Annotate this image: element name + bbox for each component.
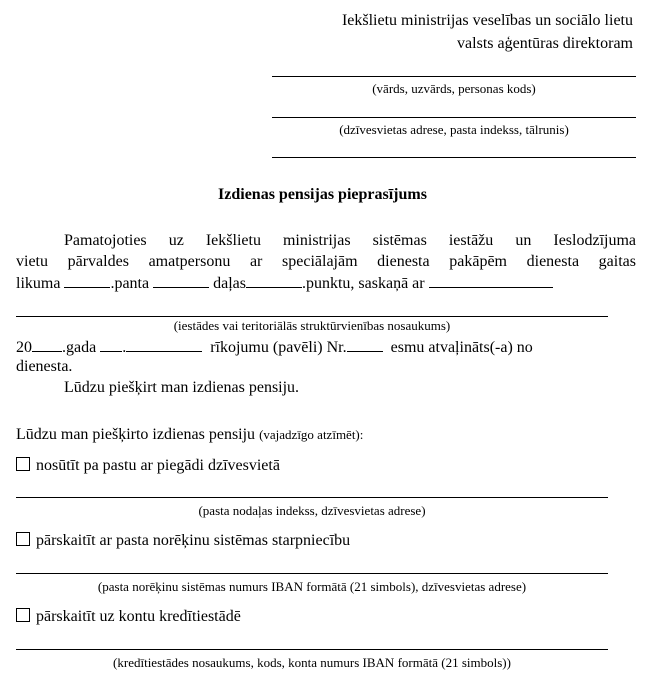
postal-account-caption: (pasta norēķinu sistēmas numurs IBAN formātā (21 simbols), dzīvesvietas adrese) [97,579,527,594]
address-caption: (dzīvesvietas adrese, pasta indekss, tālrunis) [339,122,569,137]
part-blank[interactable] [153,273,209,288]
bank-caption: (kredītiestādes nosaukums, kods, konta numurs IBAN formātā (21 simbols)) [113,655,511,670]
checkbox-postal-transfer[interactable] [16,532,30,546]
text-rikojumu: rīkojumu (pavēli) Nr. [210,339,347,356]
choice-intro-note: (vajadzīgo atzīmēt): [259,427,364,442]
day-blank[interactable] [100,337,122,352]
paragraph-line-6: dienesta. [16,358,73,375]
text-20: 20 [16,339,32,356]
option-post-delivery[interactable] [16,456,280,476]
text-likuma: likuma [16,275,61,292]
name-caption: (vārds, uzvārds, personas kods) [372,81,536,96]
month-blank[interactable] [126,337,202,352]
text-atvalinats: esmu atvaļināts(-a) no [390,339,533,356]
text-punktu: .punktu, saskaņā ar [301,275,425,292]
option-post-delivery-label: nosūtīt pa pastu ar piegādi dzīvesvietā [36,457,280,474]
institution-caption: (iestādes vai teritoriālās struktūrvienības nosaukums) [173,318,451,333]
checkbox-post-delivery[interactable] [16,457,30,471]
text-dot: . [122,339,127,356]
year-blank[interactable] [32,337,62,352]
option-postal-transfer[interactable] [16,531,350,551]
article-blank[interactable] [64,273,110,288]
post-office-line[interactable] [16,497,608,498]
option-postal-transfer-label: pārskaitīt ar pasta norēķinu sistēmas starpniecību [36,532,351,549]
checkbox-bank-transfer[interactable] [16,608,30,622]
addressee-line-2: valsts aģentūras direktoram [457,35,633,52]
choice-intro [16,425,363,445]
paragraph-line-1: Pamatojoties uz Iekšlietu ministrijas sistēmas iestāžu un Ieslodzījuma [64,232,636,249]
address-line[interactable] [272,117,636,118]
document-title: Izdienas pensijas pieprasījums [218,186,427,203]
name-line[interactable] [272,76,636,77]
option-bank-transfer[interactable] [16,607,241,627]
institution-line[interactable] [16,316,608,317]
paragraph-line-3 [16,273,553,294]
point-blank[interactable] [246,273,302,288]
paragraph-line-5 [16,337,636,358]
text-panta: .panta [110,275,150,292]
choice-intro-text: Lūdzu man piešķirto izdienas pensiju [16,426,256,443]
text-dalas: daļas [213,275,246,292]
post-office-caption: (pasta nodaļas indekss, dzīvesvietas adrese) [198,503,426,518]
postal-account-line[interactable] [16,573,608,574]
option-bank-transfer-label: pārskaitīt uz kontu kredītiestādē [36,608,241,625]
paragraph-line-7: Lūdzu piešķirt man izdienas pensiju. [64,379,300,396]
order-reference-blank[interactable] [429,273,553,288]
paragraph-line-2: vietu pārvaldes amatpersonu ar speciālajām dienesta pakāpēm dienesta gaitas [16,253,636,270]
order-number-blank[interactable] [347,337,383,352]
addressee-line-1: Iekšlietu ministrijas veselības un sociālo lietu [341,12,633,29]
extra-line[interactable] [272,157,636,158]
text-gada: .gada [62,339,97,356]
bank-account-line[interactable] [16,649,608,650]
